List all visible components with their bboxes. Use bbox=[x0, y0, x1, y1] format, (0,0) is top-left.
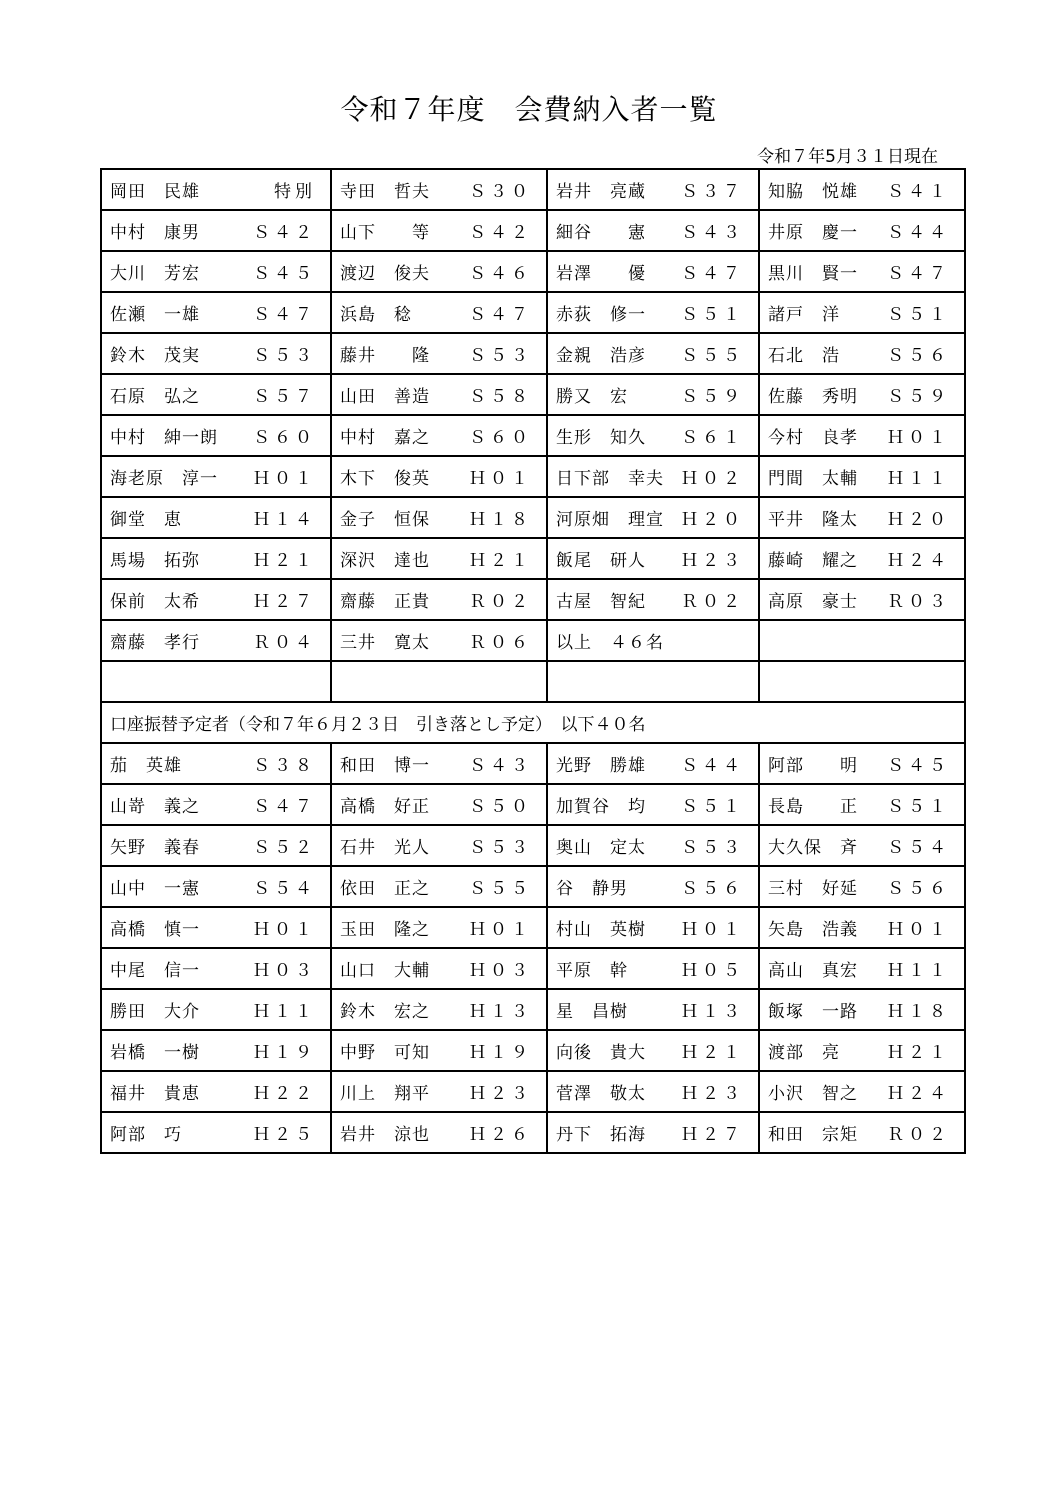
as-of-date: 令和７年5月３１日現在 bbox=[757, 147, 938, 167]
member-cell bbox=[331, 579, 547, 620]
table-row bbox=[101, 1030, 965, 1071]
member-cell bbox=[547, 989, 759, 1030]
member-code: Ｈ２０ bbox=[887, 510, 950, 530]
member-cell bbox=[101, 497, 331, 538]
member-cell bbox=[331, 169, 547, 210]
member-cell bbox=[759, 415, 965, 456]
member-name: 飯塚 一路 bbox=[768, 1002, 858, 1022]
table-row bbox=[101, 1112, 965, 1153]
member-code: Ｓ５１ bbox=[887, 797, 950, 817]
scheduled-header-section bbox=[101, 702, 965, 743]
member-name: 谷 静男 bbox=[556, 879, 628, 899]
member-name: 浜島 稔 bbox=[340, 305, 412, 325]
member-cell bbox=[759, 1112, 965, 1153]
member-cell bbox=[547, 210, 759, 251]
member-cell bbox=[759, 1030, 965, 1071]
member-cell bbox=[547, 1112, 759, 1153]
member-code: Ｒ０２ bbox=[469, 592, 532, 612]
member-name: 齋藤 孝行 bbox=[110, 633, 200, 653]
member-name: 渡辺 俊夫 bbox=[340, 264, 430, 284]
member-cell bbox=[759, 210, 965, 251]
member-name: 小沢 智之 bbox=[768, 1084, 858, 1104]
member-code: Ｓ４４ bbox=[887, 223, 950, 243]
member-name: 齋藤 正貴 bbox=[340, 592, 430, 612]
table-row bbox=[101, 538, 965, 579]
member-cell bbox=[759, 743, 965, 784]
member-cell bbox=[101, 620, 331, 661]
member-code: Ｓ５７ bbox=[253, 387, 316, 407]
member-code: Ｓ３０ bbox=[469, 182, 532, 202]
member-cell bbox=[101, 866, 331, 907]
member-cell bbox=[759, 620, 965, 661]
member-cell bbox=[547, 538, 759, 579]
member-code: Ｈ２５ bbox=[253, 1125, 316, 1145]
member-name: 佐藤 秀明 bbox=[768, 387, 858, 407]
member-cell bbox=[547, 907, 759, 948]
member-name: 石北 浩 bbox=[768, 346, 840, 366]
member-name: 井原 慶一 bbox=[768, 223, 858, 243]
member-code: Ｓ４３ bbox=[469, 756, 532, 776]
member-name: 中尾 信一 bbox=[110, 961, 200, 981]
member-code: Ｈ１４ bbox=[253, 510, 316, 530]
member-name: 川上 翔平 bbox=[340, 1084, 430, 1104]
member-name: 細谷 憲 bbox=[556, 223, 646, 243]
member-code: Ｈ２２ bbox=[253, 1084, 316, 1104]
member-cell bbox=[759, 989, 965, 1030]
member-cell bbox=[759, 784, 965, 825]
member-name: 奥山 定太 bbox=[556, 838, 646, 858]
member-name: 岩井 亮蔵 bbox=[556, 182, 646, 202]
table-row bbox=[101, 866, 965, 907]
member-code: Ｓ５３ bbox=[253, 346, 316, 366]
member-cell bbox=[759, 497, 965, 538]
member-code: Ｈ０１ bbox=[469, 469, 532, 489]
paid-members-section bbox=[101, 169, 965, 702]
member-code: Ｈ１９ bbox=[469, 1043, 532, 1063]
member-cell bbox=[101, 292, 331, 333]
member-name: 和田 博一 bbox=[340, 756, 430, 776]
member-code: Ｓ４７ bbox=[681, 264, 744, 284]
member-code: Ｓ３８ bbox=[253, 756, 316, 776]
member-code: Ｓ５１ bbox=[681, 305, 744, 325]
member-cell bbox=[331, 907, 547, 948]
member-cell bbox=[759, 948, 965, 989]
member-cell bbox=[547, 948, 759, 989]
member-code: Ｓ５６ bbox=[887, 879, 950, 899]
member-code: Ｒ０４ bbox=[253, 633, 316, 653]
member-code: Ｓ５３ bbox=[681, 838, 744, 858]
table-row bbox=[101, 374, 965, 415]
member-cell bbox=[759, 333, 965, 374]
member-code: Ｈ１９ bbox=[253, 1043, 316, 1063]
member-code: Ｓ６０ bbox=[253, 428, 316, 448]
member-code: Ｈ１１ bbox=[887, 469, 950, 489]
member-cell bbox=[547, 866, 759, 907]
member-cell bbox=[759, 1071, 965, 1112]
member-cell bbox=[101, 579, 331, 620]
member-cell bbox=[759, 661, 965, 702]
member-code: Ｒ０２ bbox=[681, 592, 744, 612]
member-cell bbox=[331, 1030, 547, 1071]
member-cell bbox=[331, 1071, 547, 1112]
member-code: Ｈ２４ bbox=[887, 551, 950, 571]
scheduled-members-section bbox=[101, 743, 965, 1153]
member-name: 三村 好延 bbox=[768, 879, 858, 899]
member-cell bbox=[331, 989, 547, 1030]
member-cell bbox=[547, 456, 759, 497]
member-cell bbox=[331, 456, 547, 497]
member-cell bbox=[547, 661, 759, 702]
member-cell bbox=[101, 661, 331, 702]
member-name: 鈴木 茂実 bbox=[110, 346, 200, 366]
table-row bbox=[101, 948, 965, 989]
member-code: Ｈ１３ bbox=[681, 1002, 744, 1022]
member-code: Ｓ５５ bbox=[469, 879, 532, 899]
member-code: Ｓ５０ bbox=[469, 797, 532, 817]
member-code: Ｈ２４ bbox=[887, 1084, 950, 1104]
member-cell bbox=[101, 210, 331, 251]
member-code: Ｓ５８ bbox=[469, 387, 532, 407]
member-name: 高橋 慎一 bbox=[110, 920, 200, 940]
member-cell bbox=[331, 784, 547, 825]
member-code: Ｒ０２ bbox=[887, 1125, 950, 1145]
member-name: 諸戸 洋 bbox=[768, 305, 840, 325]
member-cell bbox=[331, 661, 547, 702]
member-code: Ｈ２１ bbox=[681, 1043, 744, 1063]
member-name: 黒川 賢一 bbox=[768, 264, 858, 284]
member-code: Ｓ３７ bbox=[681, 182, 744, 202]
member-code: Ｈ２０ bbox=[681, 510, 744, 530]
member-code: Ｓ５９ bbox=[887, 387, 950, 407]
member-code: Ｓ４６ bbox=[469, 264, 532, 284]
member-cell bbox=[547, 743, 759, 784]
member-cell bbox=[547, 579, 759, 620]
member-name: 矢島 浩義 bbox=[768, 920, 858, 940]
table-row bbox=[101, 251, 965, 292]
member-code: Ｈ２７ bbox=[253, 592, 316, 612]
member-code: Ｈ２３ bbox=[469, 1084, 532, 1104]
member-cell bbox=[547, 620, 759, 661]
member-cell bbox=[101, 538, 331, 579]
member-code: Ｓ４１ bbox=[887, 182, 950, 202]
member-name: 馬場 拓弥 bbox=[110, 551, 200, 571]
member-name: 岩井 涼也 bbox=[340, 1125, 430, 1145]
section-note-row bbox=[101, 702, 965, 743]
table-row bbox=[101, 292, 965, 333]
member-code: Ｈ２１ bbox=[469, 551, 532, 571]
member-name: 山嵜 義之 bbox=[110, 797, 200, 817]
member-name: 向後 貴大 bbox=[556, 1043, 646, 1063]
member-name: 日下部 幸夫 bbox=[556, 469, 664, 489]
member-name: 阿部 巧 bbox=[110, 1125, 182, 1145]
member-cell bbox=[101, 825, 331, 866]
member-code: 特別 bbox=[274, 182, 316, 202]
member-name: 金親 浩彦 bbox=[556, 346, 646, 366]
member-cell bbox=[101, 1030, 331, 1071]
member-name: 金子 恒保 bbox=[340, 510, 430, 530]
member-name: 中村 嘉之 bbox=[340, 428, 430, 448]
member-code: Ｈ１１ bbox=[253, 1002, 316, 1022]
member-name: 中村 紳一朗 bbox=[110, 428, 218, 448]
member-cell bbox=[101, 333, 331, 374]
member-cell bbox=[101, 374, 331, 415]
member-name: 大川 芳宏 bbox=[110, 264, 200, 284]
member-cell bbox=[331, 210, 547, 251]
member-cell bbox=[101, 743, 331, 784]
member-name: 藤井 隆 bbox=[340, 346, 430, 366]
member-cell bbox=[331, 866, 547, 907]
member-cell bbox=[331, 333, 547, 374]
member-code: Ｈ２１ bbox=[887, 1043, 950, 1063]
member-name: 藤崎 耀之 bbox=[768, 551, 858, 571]
table-row bbox=[101, 210, 965, 251]
member-cell bbox=[759, 456, 965, 497]
member-name: 依田 正之 bbox=[340, 879, 430, 899]
member-code: Ｓ４４ bbox=[681, 756, 744, 776]
member-table bbox=[100, 168, 966, 1154]
member-code: Ｓ５１ bbox=[681, 797, 744, 817]
member-code: Ｓ４７ bbox=[469, 305, 532, 325]
member-name: 大久保 斉 bbox=[768, 838, 858, 858]
table-row bbox=[101, 579, 965, 620]
member-code: Ｈ２３ bbox=[681, 1084, 744, 1104]
member-code: Ｓ４７ bbox=[253, 797, 316, 817]
section-note: 口座振替予定者（令和７年６月２３日 引き落とし予定） 以下４０名 bbox=[101, 702, 965, 743]
member-name: 山口 大輔 bbox=[340, 961, 430, 981]
member-cell bbox=[759, 374, 965, 415]
member-code: Ｈ０１ bbox=[681, 920, 744, 940]
table-row bbox=[101, 661, 965, 702]
member-code: Ｓ４７ bbox=[253, 305, 316, 325]
table-row bbox=[101, 825, 965, 866]
member-cell bbox=[547, 292, 759, 333]
member-cell bbox=[759, 169, 965, 210]
member-cell bbox=[331, 251, 547, 292]
member-name: 平原 幹 bbox=[556, 961, 628, 981]
member-cell bbox=[547, 415, 759, 456]
member-code: Ｓ５１ bbox=[887, 305, 950, 325]
member-cell bbox=[331, 620, 547, 661]
member-name: 御堂 恵 bbox=[110, 510, 182, 530]
member-name: 高橋 好正 bbox=[340, 797, 430, 817]
member-code: Ｓ５３ bbox=[469, 346, 532, 366]
member-code: Ｈ２３ bbox=[681, 551, 744, 571]
member-code: Ｓ６０ bbox=[469, 428, 532, 448]
member-cell bbox=[331, 415, 547, 456]
member-name: 鈴木 宏之 bbox=[340, 1002, 430, 1022]
member-code: Ｈ０３ bbox=[253, 961, 316, 981]
member-name: 矢野 義春 bbox=[110, 838, 200, 858]
table-row bbox=[101, 989, 965, 1030]
member-cell bbox=[331, 538, 547, 579]
member-name: 中野 可知 bbox=[340, 1043, 430, 1063]
member-cell bbox=[101, 907, 331, 948]
member-name: 河原畑 理宣 bbox=[556, 510, 664, 530]
member-code: Ｒ０３ bbox=[887, 592, 950, 612]
member-name: 中村 康男 bbox=[110, 223, 200, 243]
member-name: 岩澤 優 bbox=[556, 264, 646, 284]
member-code: Ｈ０１ bbox=[253, 469, 316, 489]
table-row bbox=[101, 907, 965, 948]
member-code: Ｓ５５ bbox=[681, 346, 744, 366]
member-cell bbox=[547, 374, 759, 415]
member-name: 古屋 智紀 bbox=[556, 592, 646, 612]
member-name: 和田 宗矩 bbox=[768, 1125, 858, 1145]
member-code: Ｓ４７ bbox=[887, 264, 950, 284]
table-row bbox=[101, 743, 965, 784]
member-code: Ｓ４２ bbox=[469, 223, 532, 243]
table-row bbox=[101, 456, 965, 497]
member-cell bbox=[101, 1071, 331, 1112]
member-name: 今村 良孝 bbox=[768, 428, 858, 448]
member-code: Ｈ２７ bbox=[681, 1125, 744, 1145]
member-cell bbox=[547, 169, 759, 210]
member-code: Ｓ５６ bbox=[681, 879, 744, 899]
member-cell bbox=[101, 456, 331, 497]
member-code: Ｈ０３ bbox=[469, 961, 532, 981]
member-code: Ｈ２６ bbox=[469, 1125, 532, 1145]
member-name: 三井 寛太 bbox=[340, 633, 430, 653]
member-cell bbox=[547, 333, 759, 374]
member-name: 石原 弘之 bbox=[110, 387, 200, 407]
table-row bbox=[101, 784, 965, 825]
member-name: 茄 英雄 bbox=[110, 756, 182, 776]
member-code: Ｓ５２ bbox=[253, 838, 316, 858]
member-cell bbox=[759, 251, 965, 292]
member-code: Ｓ４５ bbox=[887, 756, 950, 776]
member-cell bbox=[331, 825, 547, 866]
member-cell bbox=[101, 251, 331, 292]
member-name: 深沢 達也 bbox=[340, 551, 430, 571]
member-code: Ｈ１８ bbox=[887, 1002, 950, 1022]
member-name: 加賀谷 均 bbox=[556, 797, 646, 817]
table-row bbox=[101, 415, 965, 456]
table-row bbox=[101, 333, 965, 374]
member-cell bbox=[331, 374, 547, 415]
member-name: 菅澤 敬太 bbox=[556, 1084, 646, 1104]
member-name: 光野 勝雄 bbox=[556, 756, 646, 776]
table-row bbox=[101, 497, 965, 538]
member-name: 高原 豪士 bbox=[768, 592, 858, 612]
member-code: Ｓ５９ bbox=[681, 387, 744, 407]
member-cell bbox=[331, 743, 547, 784]
member-name: 生形 知久 bbox=[556, 428, 646, 448]
member-name: 星 昌樹 bbox=[556, 1002, 628, 1022]
member-name: 山中 一憲 bbox=[110, 879, 200, 899]
member-name: 山下 等 bbox=[340, 223, 430, 243]
member-name: 山田 善造 bbox=[340, 387, 430, 407]
member-code: Ｈ０５ bbox=[681, 961, 744, 981]
member-cell bbox=[101, 948, 331, 989]
member-cell bbox=[547, 497, 759, 538]
member-cell bbox=[759, 907, 965, 948]
member-name: 丹下 拓海 bbox=[556, 1125, 646, 1145]
member-cell bbox=[101, 169, 331, 210]
member-code: Ｒ０６ bbox=[469, 633, 532, 653]
member-code: Ｓ４２ bbox=[253, 223, 316, 243]
member-code: Ｈ０２ bbox=[681, 469, 744, 489]
member-cell bbox=[101, 1112, 331, 1153]
member-name: 勝田 大介 bbox=[110, 1002, 200, 1022]
member-name: 村山 英樹 bbox=[556, 920, 646, 940]
member-code: Ｈ０１ bbox=[887, 428, 950, 448]
member-name: 勝又 宏 bbox=[556, 387, 628, 407]
member-name: 玉田 隆之 bbox=[340, 920, 430, 940]
member-name: 岡田 民雄 bbox=[110, 182, 200, 202]
member-name: 福井 貴恵 bbox=[110, 1084, 200, 1104]
member-code: Ｈ１３ bbox=[469, 1002, 532, 1022]
member-name: 知脇 悦雄 bbox=[768, 182, 858, 202]
member-code: Ｈ１１ bbox=[887, 961, 950, 981]
member-code: Ｈ０１ bbox=[253, 920, 316, 940]
member-name: 佐瀬 一雄 bbox=[110, 305, 200, 325]
member-name: 岩橋 一樹 bbox=[110, 1043, 200, 1063]
page-title: 令和７年度 会費納入者一覧 bbox=[340, 93, 718, 126]
member-cell bbox=[547, 1071, 759, 1112]
member-cell bbox=[547, 784, 759, 825]
member-name: 平井 隆太 bbox=[768, 510, 858, 530]
member-cell bbox=[101, 989, 331, 1030]
table-row bbox=[101, 1071, 965, 1112]
member-name: 海老原 淳一 bbox=[110, 469, 218, 489]
member-name: 保前 太希 bbox=[110, 592, 200, 612]
member-name: 門間 太輔 bbox=[768, 469, 858, 489]
member-code: Ｈ０１ bbox=[887, 920, 950, 940]
member-code: Ｓ５４ bbox=[253, 879, 316, 899]
member-name: 木下 俊英 bbox=[340, 469, 430, 489]
member-code: Ｈ２１ bbox=[253, 551, 316, 571]
member-cell bbox=[101, 415, 331, 456]
member-cell bbox=[331, 292, 547, 333]
member-cell bbox=[759, 292, 965, 333]
member-name: 渡部 亮 bbox=[768, 1043, 840, 1063]
table-row bbox=[101, 620, 965, 661]
member-cell bbox=[547, 1030, 759, 1071]
member-code: Ｓ５３ bbox=[469, 838, 532, 858]
member-cell bbox=[547, 251, 759, 292]
member-name: 飯尾 研人 bbox=[556, 551, 646, 571]
member-code: Ｓ５４ bbox=[887, 838, 950, 858]
member-cell bbox=[101, 784, 331, 825]
member-cell bbox=[331, 497, 547, 538]
member-name: 石井 光人 bbox=[340, 838, 430, 858]
member-code: Ｈ１８ bbox=[469, 510, 532, 530]
member-code: Ｓ４３ bbox=[681, 223, 744, 243]
member-cell bbox=[547, 825, 759, 866]
member-code: Ｓ４５ bbox=[253, 264, 316, 284]
member-cell bbox=[759, 538, 965, 579]
member-name: 阿部 明 bbox=[768, 756, 858, 776]
member-cell bbox=[331, 948, 547, 989]
member-name: 高山 真宏 bbox=[768, 961, 858, 981]
member-code: Ｓ５６ bbox=[887, 346, 950, 366]
member-name: 以上 ４６名 bbox=[556, 633, 664, 653]
member-cell bbox=[331, 1112, 547, 1153]
table-row bbox=[101, 169, 965, 210]
member-name: 長島 正 bbox=[768, 797, 858, 817]
member-cell bbox=[759, 866, 965, 907]
member-cell bbox=[759, 579, 965, 620]
member-name: 赤荻 修一 bbox=[556, 305, 646, 325]
member-cell bbox=[759, 825, 965, 866]
member-name: 寺田 哲夫 bbox=[340, 182, 430, 202]
member-code: Ｈ０１ bbox=[469, 920, 532, 940]
member-code: Ｓ６１ bbox=[681, 428, 744, 448]
